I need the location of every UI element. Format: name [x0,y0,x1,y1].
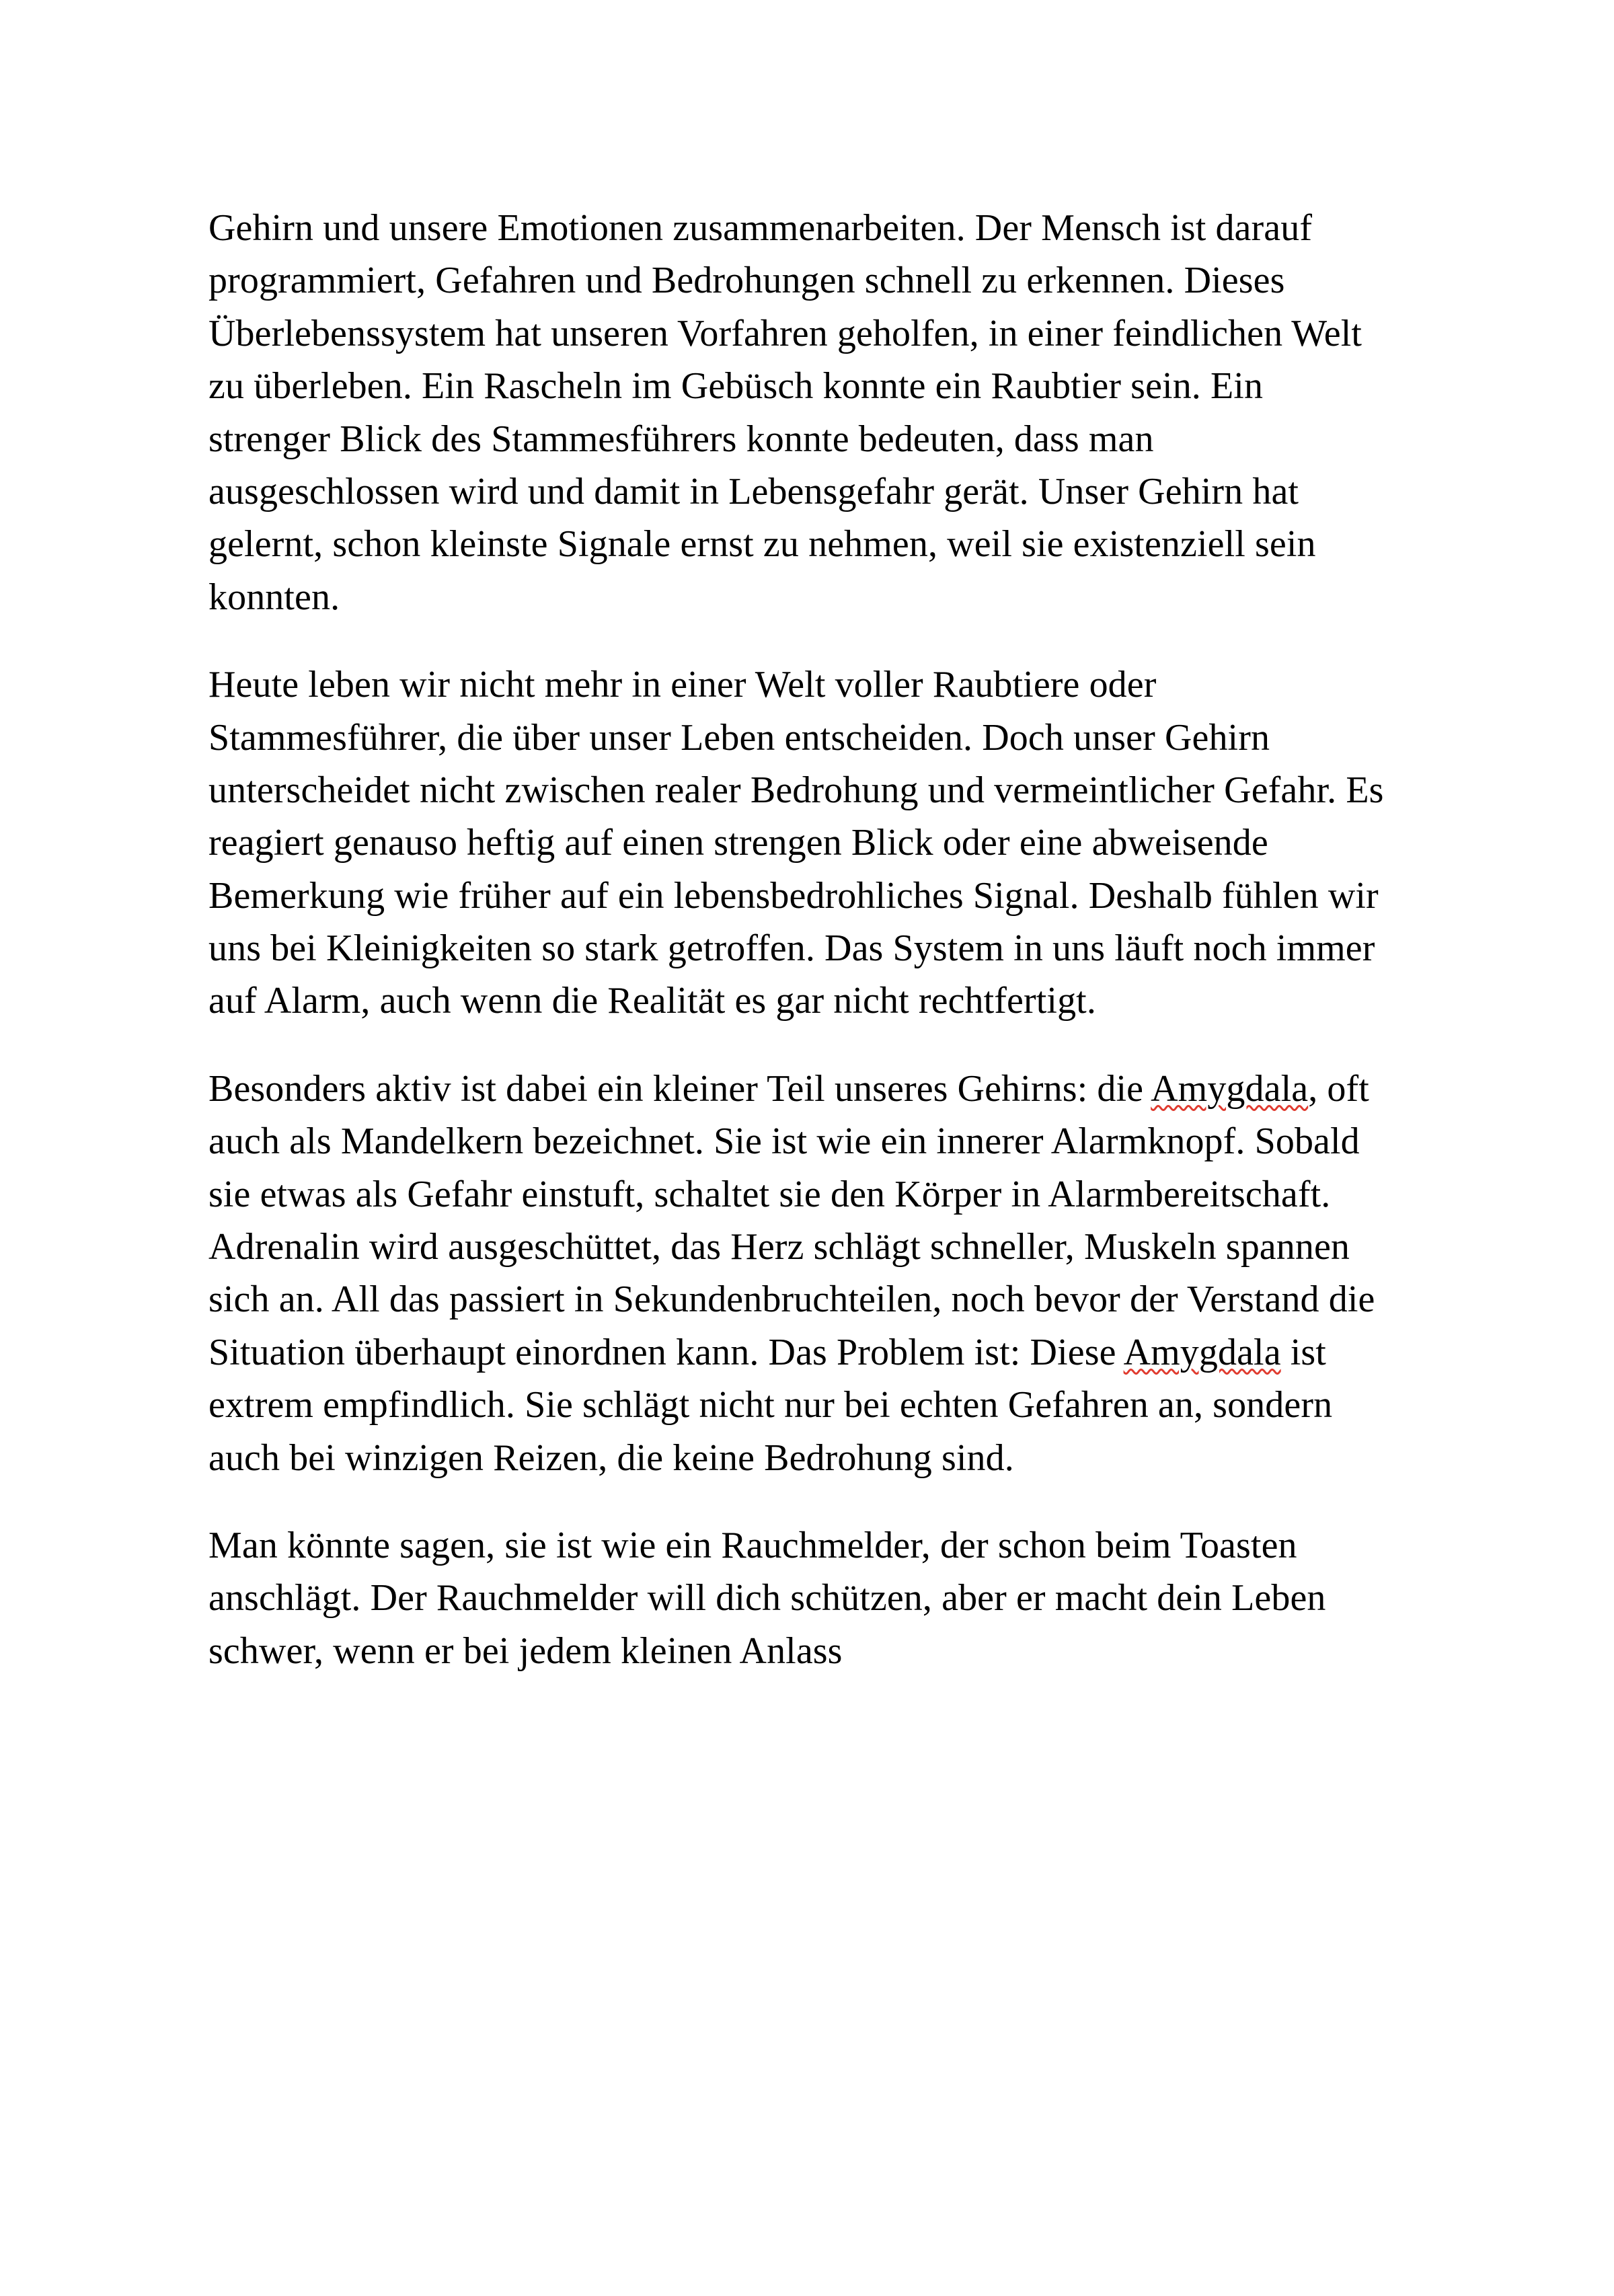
paragraph [208,202,1392,623]
spellcheck-flagged-word[interactable]: Amygdala [1151,1067,1309,1110]
paragraph [208,658,1392,1028]
text-run: Heute leben wir nicht mehr in einer Welt voller Raubtiere oder Stammesführer, die über unser Leben entscheiden. Doch unser Gehirn unterscheidet nicht zwischen realer Bedrohung und vermeintlicher Gefahr. Es reagiert genauso heftig auf einen strengen Blick oder eine abweisende Bemerkung wie früher auf ein lebensbedrohliches Signal. Deshalb fühlen wir uns bei Kleinigkeiten so stark getroffen. Das System in uns läuft noch immer auf Alarm, auch wenn die Realität es gar nicht rechtfertigt. [208,664,1384,1022]
spellcheck-flagged-word[interactable]: Amygdala [1123,1331,1281,1373]
text-run: , oft auch als Mandelkern bezeichnet. Sie ist wie ein innerer Alarmknopf. Sobald sie etwas als Gefahr einstuft, schaltet sie den Körper in Alarmbereitschaft. Adrenalin wird ausgeschüttet, das Herz schlägt schneller, Muskeln spannen sich an. All das passiert in Sekundenbruchteilen, noch bevor der Verstand die Situation überhaupt einordnen kann. Das Problem ist: Diese [208,1067,1375,1373]
text-run: Gehirn und unsere Emotionen zusammenarbeiten. Der Mensch ist darauf programmiert, Gefahren und Bedrohungen schnell zu erkennen. Dieses Überlebenssystem hat unseren Vorfahren geholfen, in einer feindlichen Welt zu überleben. Ein Rascheln im Gebüsch konnte ein Raubtier sein. Ein strenger Blick des Stammesführers konnte bedeuten, dass man ausgeschlossen wird und damit in Lebensgefahr gerät. Unser Gehirn hat gelernt, schon kleinste Signale ernst zu nehmen, weil sie existenziell sein konnten. [208,207,1362,618]
paragraph [208,1519,1392,1677]
paragraph [208,1063,1392,1484]
document-text-column[interactable] [208,202,1392,1677]
text-run: Besonders aktiv ist dabei ein kleiner Teil unseres Gehirns: die [208,1067,1151,1110]
text-run: Man könnte sagen, sie ist wie ein Rauchmelder, der schon beim Toasten anschlägt. Der Rauchmelder will dich schützen, aber er macht dein Leben schwer, wenn er bei jedem kleinen Anlass [208,1524,1326,1672]
text-run: ist extrem empfindlich. Sie schlägt nicht nur bei echten Gefahren an, sondern auch bei winzigen Reizen, die keine Bedrohung sind. [208,1331,1333,1479]
